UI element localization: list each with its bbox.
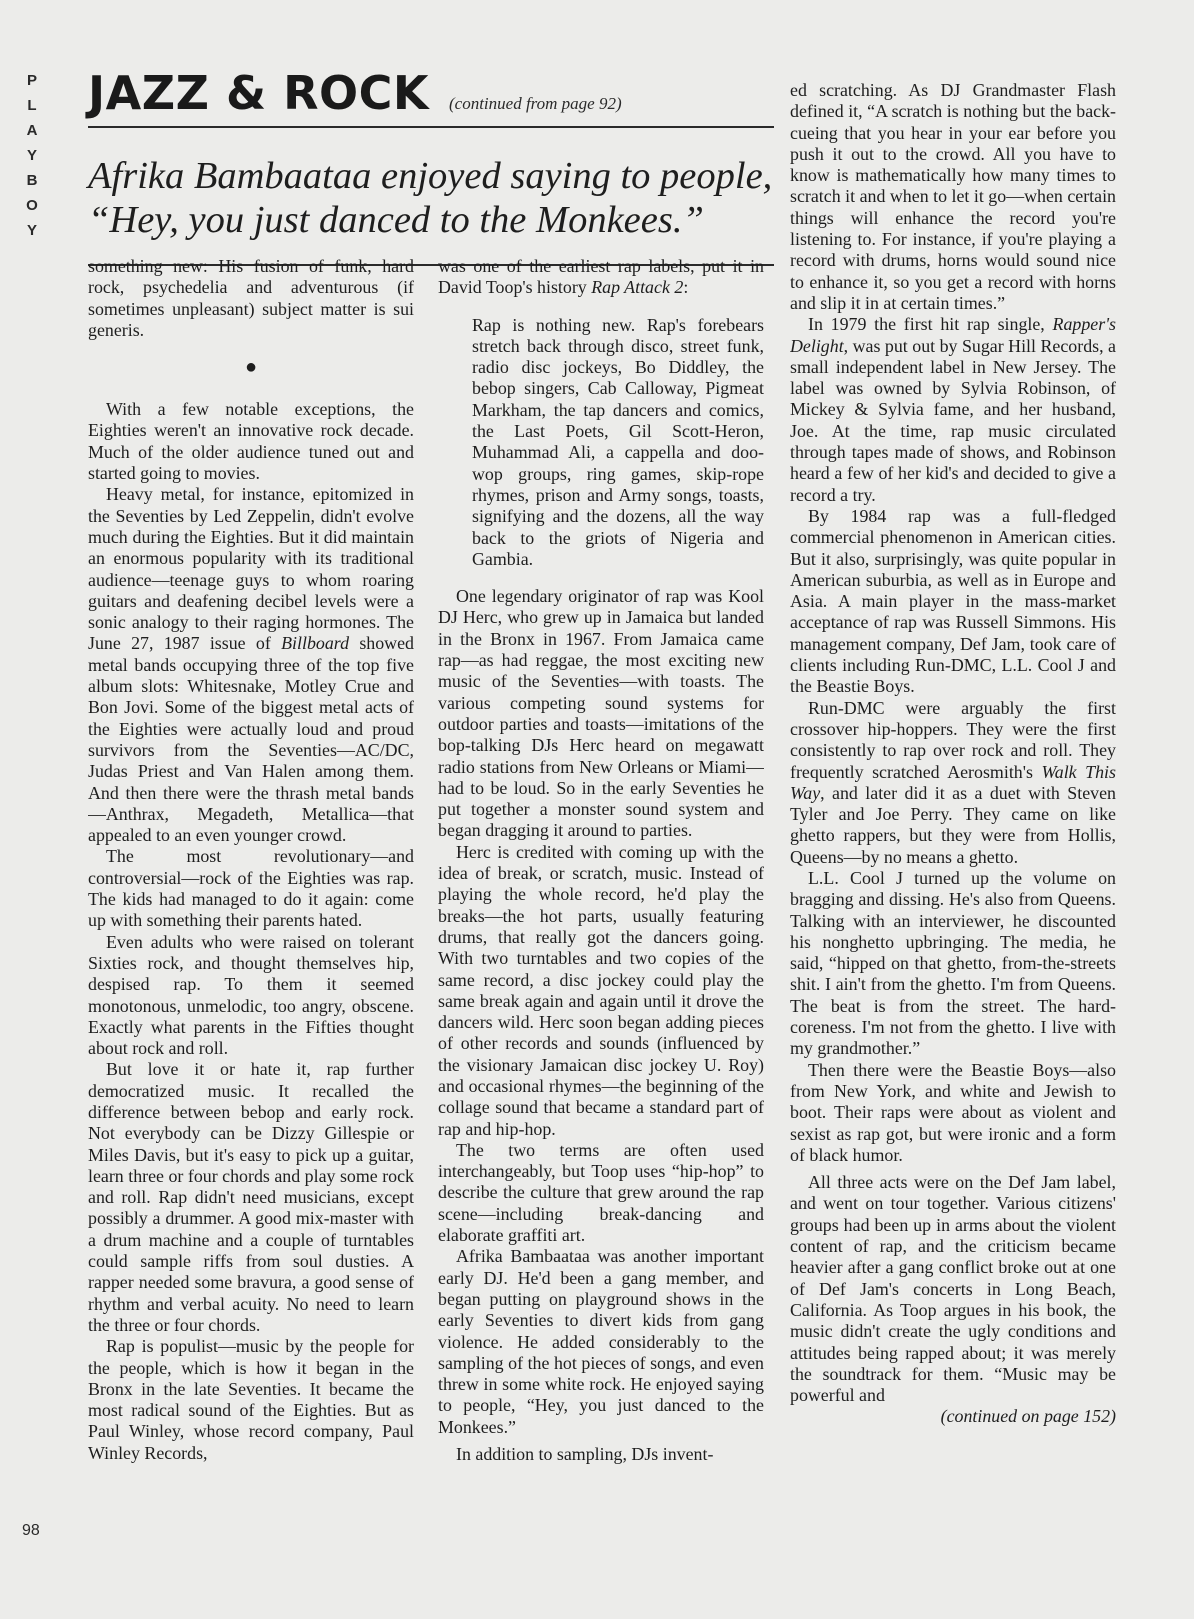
magazine-side-label: [22, 68, 42, 243]
text-run: was one of the earliest rap labels, put it in David Toop's history: [438, 256, 764, 298]
side-letter: Y: [26, 222, 37, 239]
paragraph: Then there were the Beastie Boys—also from New York, and white and Jewish to boot. Their raps were about as violent and sexist as rap got, but were ironic and a form of black humor.: [790, 1059, 1116, 1165]
continued-on: (continued on page 152): [940, 1406, 1116, 1427]
paragraph: With a few notable exceptions, the Eighties weren't an innovative rock decade. Much of the older audience tuned out and started going to movies.: [88, 399, 414, 484]
paragraph: [438, 256, 764, 299]
paragraph: Herc is credited with coming up with the idea of break, or scratch, music. Instead of playing the whole record, he'd play the breaks—the hot parts, usually featuring drums, that really got the dancers going. With two turntables and two copies of the same record, a disc jockey could play the same break again and again until it drove the dancers wild. Herc soon began adding pieces of other records and sounds (influenced by the visionary Jamaican disc jockey U. Roy) and occasional rhymes—the beginning of the collage sound that became a standard part of rap and hip-hop.: [438, 841, 764, 1139]
header-rule-top: [88, 126, 774, 128]
block-quote: [472, 315, 764, 571]
column-3: [790, 80, 1116, 1556]
book-title: Rap Attack 2: [591, 277, 684, 298]
side-letter: A: [26, 122, 38, 139]
side-letter: L: [27, 97, 37, 114]
text-run: showed metal bands occupying three of the top five album slots: Whitesnake, Motley Crue and Bon Jovi. Some of the biggest metal acts of the Eighties were actually loud and proud survivors from the Seventies—AC/DC, Judas Priest and Van Halen among them. And then there were the thrash metal bands—Anthrax, Megadeth, Metallica—that appealed to an even younger crowd.: [88, 633, 414, 846]
paragraph: something new: His fusion of funk, hard rock, psychedelia and adventurous (if sometimes unpleasant) subject matter is sui generis.: [88, 256, 414, 340]
quote-text: Rap is nothing new. Rap's forebears stretch back through disco, street funk, radio disc jockeys, Bo Diddley, the bebop singers, Cab Calloway, Pigmeat Markham, the tap dancers and comics, the Last Poets, Gil Scott-Heron, Muhammad Ali, a cappella and doo-wop groups, ring games, skip-rope rhymes, prison and Army songs, toasts, signifying and the dozens, all the way back to the griots of Nigeria and Gambia.: [472, 314, 764, 569]
paragraph: [790, 314, 1116, 506]
paragraph: L.L. Cool J turned up the volume on bragging and dissing. He's also from Queens. Talking with an interviewer, he discounted his nonghetto upbringing. The media, he said, “hipped on that ghetto, from-the-streets shit. I ain't from the ghetto. I'm from Queens. The beat is from the street. The hard-coreness. I'm not from the ghetto. I live with my grandmother.”: [790, 867, 1116, 1059]
paragraph: By 1984 rap was a full-fledged commercial phenomenon in American cities. But it also, surprisingly, was quite popular in American suburbia, as well as in Europe and Asia. A main player in the mass-market acceptance of rap was Russell Simmons. His management company, Def Jam, took care of clients including Run-DMC, L.L. Cool J and the Beastie Boys.: [790, 505, 1116, 697]
continued-from: (continued from page 92): [449, 94, 622, 113]
article-header: [88, 66, 774, 266]
paragraph: The most revolutionary—and controversial—rock of the Eighties was rap. The kids had managed to do it again: come up with something their parents hated.: [88, 846, 414, 931]
publication-title: Billboard: [281, 633, 350, 654]
section-title: JAZZ & ROCK: [88, 66, 429, 120]
text-run: , was put out by Sugar Hill Records, a small independent label in New Jersey. The label was owned by Sylvia Robinson, of Mickey & Sylvia fame, and her husband, Joe. At the time, rap music circulated through tapes made of shows, and Robinson heard a few of her kid's and decided to give a record a try.: [790, 335, 1116, 505]
paragraph: But love it or hate it, rap further democratized music. It recalled the difference between bebop and early rock. Not everybody can be Dizzy Gillespie or Miles Davis, but it's easy to pick up a guitar, learn three or four chords and play some rock and roll. Rap didn't need musicians, except possibly a drummer. A good mix-master with a drum machine and a couple of turntables could sample riffs from soul dusties. A rapper needed some bravura, a good sense of rhythm and verbal acuity. No need to learn the three or four chords.: [88, 1059, 414, 1335]
side-letter: O: [26, 197, 38, 214]
pull-quote: Afrika Bambaataa enjoyed saying to people, “Hey, you just danced to the Monkees.”: [88, 155, 773, 241]
column-1: [88, 256, 414, 1556]
song-title: Walk This Way: [790, 761, 1116, 803]
paragraph: ed scratching. As DJ Grandmaster Flash defined it, “A scratch is nothing but the back-cueing that you hear in your ear before you push it out to the crowd. All you have to know is mathematically how many times to scratch it and when to let it go—when certain things will enhance the record you're listening to. For instance, if you're playing a record with drums, horns would sound nice to enhance it, so you get a record with horns and slip it in at certain times.”: [790, 80, 1116, 313]
side-letter: Y: [26, 147, 37, 164]
title-row: [88, 66, 774, 120]
section-bullet: ●: [244, 356, 258, 379]
text-run: :: [683, 277, 689, 298]
text-run: In 1979 the first hit rap single,: [808, 314, 1053, 335]
text-run: , and later did it as a duet with Steven Tyler and Joe Perry. They came on like ghetto rappers, but they were from Hollis, Queens—by no means a ghetto.: [790, 782, 1116, 867]
text-run: Heavy metal, for instance, epitomized in the Seventies by Led Zeppelin, didn't evolve much during the Eighties. But it did maintain an enormous popularity with its traditional audience—teenage guys to whom roaring guitars and deafening decibel levels were a sonic analogy to their raging hormones. The June 27, 1987 issue of: [88, 484, 414, 654]
paragraph: Even adults who were raised on tolerant Sixties rock, and thought themselves hip, despised rap. To them it seemed monotonous, unmelodic, too angry, obscene. Exactly what parents in the Fifties thought about rock and roll.: [88, 931, 414, 1059]
song-title: Rapper's Delight: [790, 314, 1116, 356]
side-letter: P: [26, 72, 37, 89]
paragraph: All three acts were on the Def Jam label, and went on tour together. Various citizens' groups had been up in arms about the violent content of rap, and the criticism became heavier after a gang conflict broke out at one of Def Jam's concerts in Long Beach, California. As Toop argues in his book, the music didn't create the ugly conditions and attitudes being rapped about; it was merely the soundtrack for them. “Music may be powerful and: [790, 1172, 1116, 1406]
paragraph: [790, 698, 1116, 868]
text-run: Run-DMC were arguably the first crossover hip-hoppers. They were the first consistently to rap over rock and roll. They frequently scratched Aerosmith's: [790, 697, 1116, 782]
paragraph: Rap is populist—music by the people for the people, which is how it began in the Bronx in the late Seventies. It became the most radical sound of the Eighties. But as Paul Winley, whose record company, Paul Winley Records,: [88, 1336, 414, 1463]
paragraph: In addition to sampling, DJs invent-: [456, 1444, 714, 1465]
page-number: 98: [22, 1522, 40, 1539]
paragraph: One legendary originator of rap was Kool DJ Herc, who grew up in Jamaica but landed in the Bronx in 1967. From Jamaica came rap—as had reggae, the most exciting new music of the Seventies—with toasts. The various competing sound systems for outdoor parties and toasts—imitations of the bop-talking DJs Herc heard on megawatt radio stations from New Orleans or Miami—had to be loud. So in the early Seventies he put together a monster sound system and began dragging it around to parties.: [438, 586, 764, 841]
side-letter: B: [26, 172, 38, 189]
paragraph: [88, 484, 414, 846]
paragraph: The two terms are often used interchangeably, but Toop uses “hip-hop” to describe the culture that grew around the rap scene—including break-dancing and elaborate graffiti art.: [438, 1139, 764, 1246]
column-2: [438, 256, 764, 1556]
paragraph: Afrika Bambaataa was another important early DJ. He'd been a gang member, and began putting on playground shows in the early Seventies to divert kids from gang violence. He added considerably to the sampling of the hot pieces of songs, and even threw in some white rock. He enjoyed saying to people, “Hey, you just danced to the Monkees.”: [438, 1246, 764, 1437]
